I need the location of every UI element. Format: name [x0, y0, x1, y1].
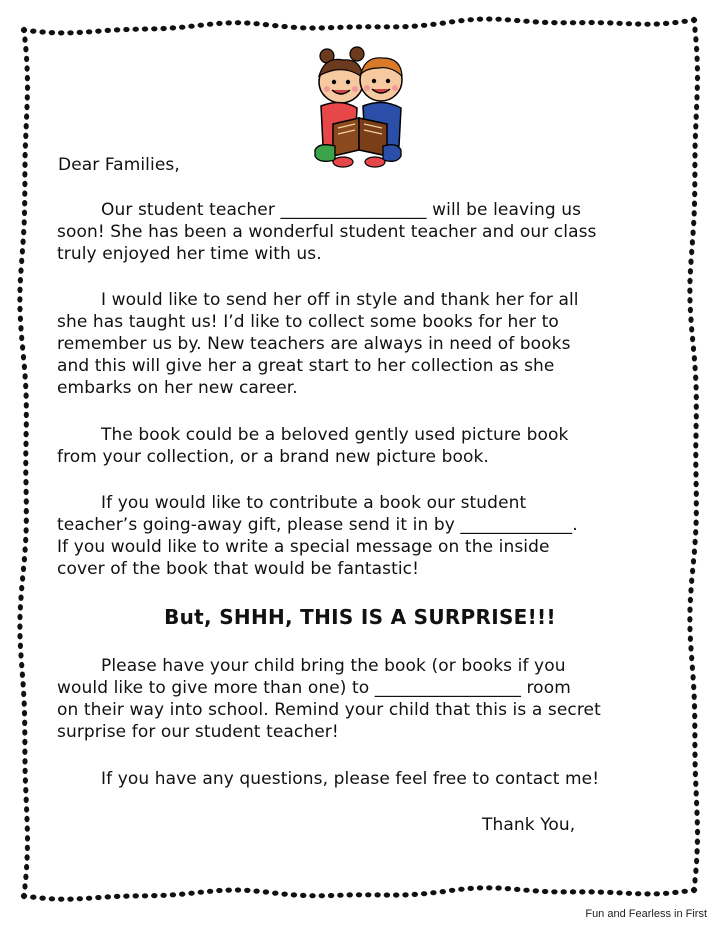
kids-reading-book-icon — [305, 46, 411, 170]
letter-line: surprise for our student teacher! — [57, 722, 339, 742]
closing: Thank You, — [482, 815, 576, 835]
letter-line: from your collection, or a brand new picture book. — [57, 447, 489, 467]
letter-line: soon! She has been a wonderful student teacher and our class — [57, 222, 597, 242]
letter-line: Our student teacher _________________ will be leaving us — [101, 200, 582, 220]
letter-line: If you have any questions, please feel free to contact me! — [101, 769, 600, 789]
letter-line: truly enjoyed her time with us. — [57, 244, 322, 264]
letter-line: The book could be a beloved gently used picture book — [101, 425, 569, 445]
letter-line: If you would like to write a special message on the inside — [57, 537, 550, 557]
letter-line: Please have your child bring the book (or books if you — [101, 656, 566, 676]
salutation: Dear Families, — [58, 155, 180, 175]
letter-line: If you would like to contribute a book our student — [101, 493, 527, 513]
letter-line: cover of the book that would be fantastic! — [57, 559, 420, 579]
letter-line: teacher’s going-away gift, please send it in by _____________. — [57, 515, 578, 535]
letter-line: would like to give more than one) to _________________ room — [57, 678, 571, 698]
letter-line: on their way into school. Remind your child that this is a secret — [57, 700, 601, 720]
letter-line: embarks on her new career. — [57, 378, 298, 398]
letter-line: remember us by. New teachers are always in need of books — [57, 334, 571, 354]
letter-line: and this will give her a great start to her collection as she — [57, 356, 555, 376]
letter-line: she has taught us! I’d like to collect some books for her to — [57, 312, 559, 332]
surprise-heading: But, SHHH, THIS IS A SURPRISE!!! — [164, 605, 556, 629]
footer-credit: Fun and Fearless in First — [585, 908, 707, 920]
letter-line: I would like to send her off in style and thank her for all — [101, 290, 579, 310]
